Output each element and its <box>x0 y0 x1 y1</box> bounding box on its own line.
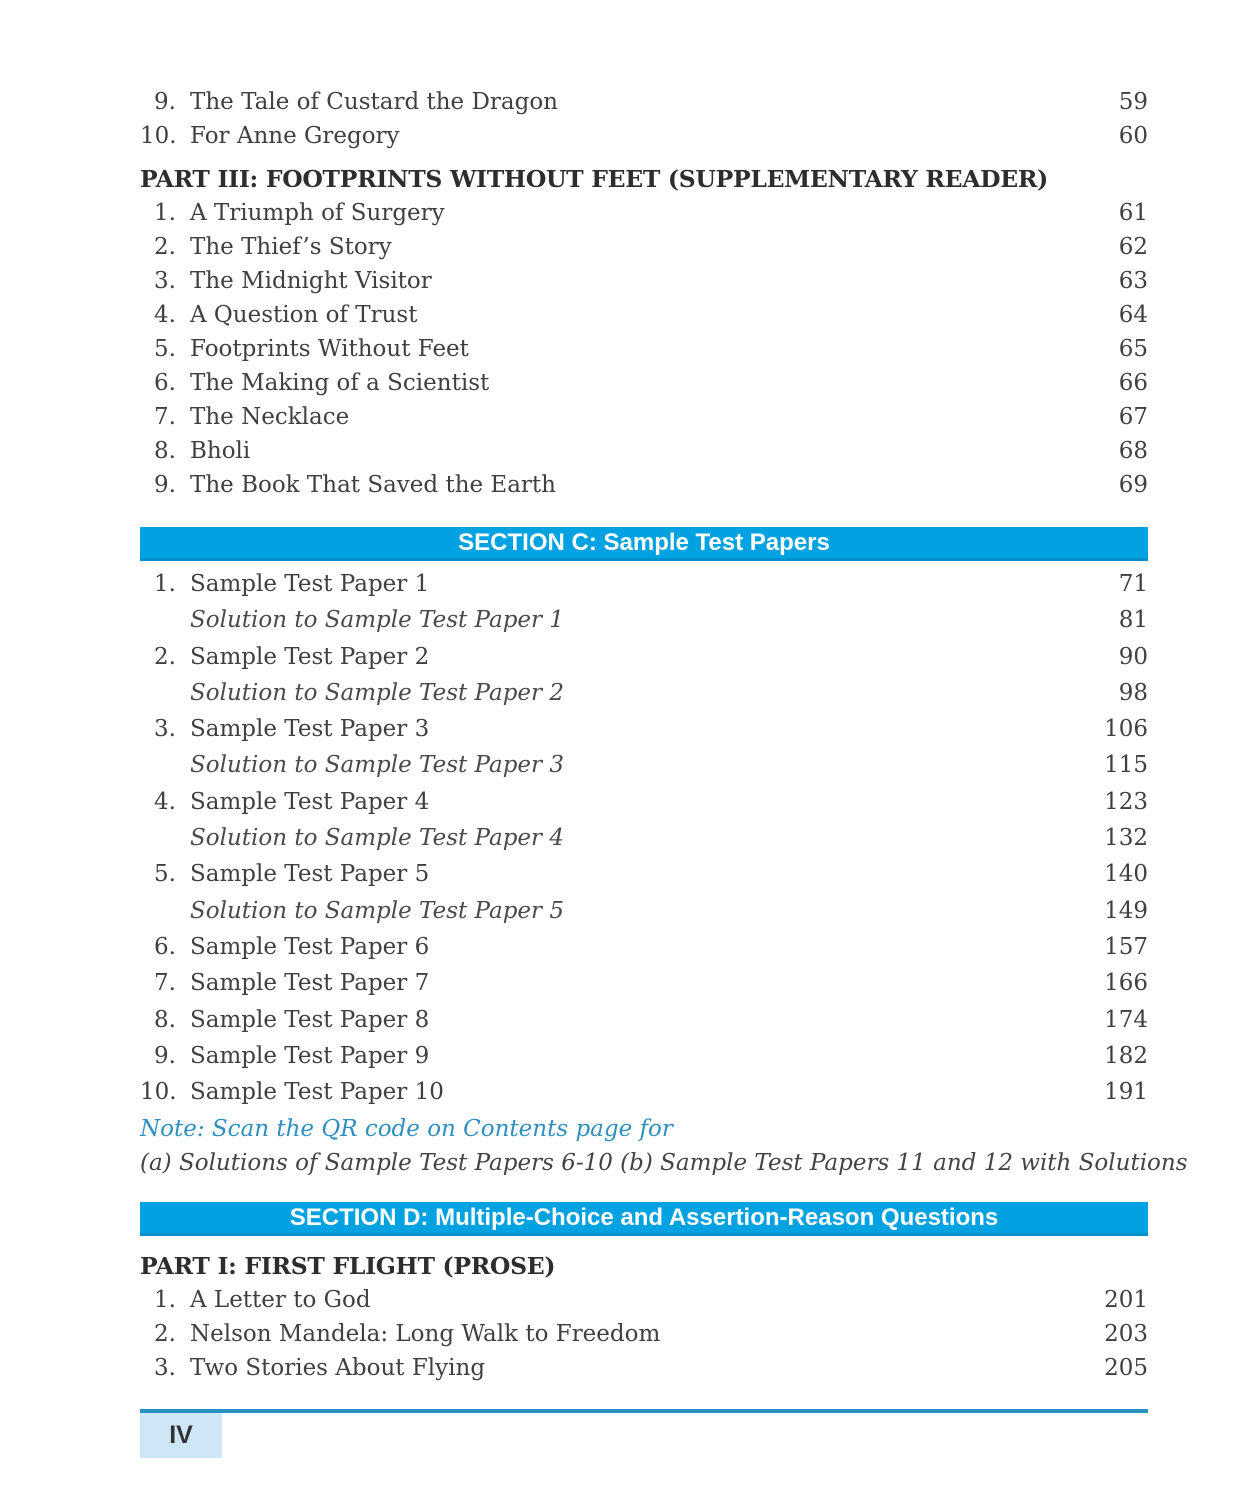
toc-entry <box>140 434 1148 468</box>
entry-title: The Making of a Scientist <box>190 370 490 396</box>
footer-page-number: IV <box>169 1421 193 1450</box>
entry-page-number: 90 <box>1118 643 1148 670</box>
entry-page-number: 106 <box>1104 716 1148 743</box>
entry-page-number: 123 <box>1104 788 1148 815</box>
entry-page-number: 63 <box>1118 268 1148 294</box>
entry-number: 3. <box>154 268 176 294</box>
entry-number: 5. <box>154 861 176 888</box>
footer-divider-rule <box>140 1409 1148 1413</box>
entry-number: 3. <box>154 716 176 743</box>
toc-entry <box>140 929 1148 965</box>
entry-page-number: 71 <box>1118 571 1148 597</box>
toc-entry <box>140 85 1148 119</box>
entry-number: 2. <box>154 643 176 670</box>
toc-entry <box>140 298 1148 332</box>
entry-page-number: 67 <box>1118 404 1148 430</box>
toc-entry <box>140 119 1148 153</box>
note-detail-line: (a) Solutions of Sample Test Papers 6-10 (b) Sample Test Papers 11 and 12 with Solutions <box>140 1150 1188 1177</box>
toc-entry <box>140 784 1148 820</box>
toc-entry <box>140 332 1148 366</box>
entry-title: Sample Test Paper 4 <box>190 788 430 815</box>
entry-number: 10. <box>140 1079 177 1106</box>
toc-entry <box>140 400 1148 434</box>
entry-title: Solution to Sample Test Paper 1 <box>190 607 564 634</box>
entry-page-number: 66 <box>1118 370 1148 396</box>
entry-title: Solution to Sample Test Paper 3 <box>190 752 564 779</box>
entry-title: The Midnight Visitor <box>190 268 432 294</box>
toc-entry <box>140 965 1148 1001</box>
toc-entry <box>140 566 1148 602</box>
toc-entry <box>140 1283 1148 1317</box>
entry-number: 10. <box>140 123 177 149</box>
entry-number: 3. <box>154 1355 176 1382</box>
entry-page-number: 182 <box>1104 1042 1148 1069</box>
part-heading: PART III: FOOTPRINTS WITHOUT FEET (SUPPLEMENTARY READER) <box>140 165 1048 193</box>
toc-entry <box>140 366 1148 400</box>
entry-page-number: 149 <box>1104 897 1148 924</box>
entry-title: For Anne Gregory <box>190 123 400 149</box>
toc-subentry <box>140 602 1148 638</box>
entry-page-number: 203 <box>1104 1321 1148 1348</box>
entry-page-number: 132 <box>1104 825 1148 852</box>
entry-title: Solution to Sample Test Paper 2 <box>190 679 564 706</box>
toc-entry <box>140 1002 1148 1038</box>
entry-page-number: 68 <box>1118 438 1148 464</box>
toc-entry <box>140 711 1148 747</box>
entry-title: A Question of Trust <box>190 302 418 328</box>
entry-title: Sample Test Paper 8 <box>190 1006 430 1033</box>
toc-entry <box>140 264 1148 298</box>
entry-title: Two Stories About Flying <box>190 1355 486 1382</box>
entry-number: 6. <box>154 933 176 960</box>
toc-subentry <box>140 675 1148 711</box>
entry-page-number: 205 <box>1104 1355 1148 1382</box>
entry-number: 6. <box>154 370 176 396</box>
entry-page-number: 60 <box>1118 123 1148 149</box>
entry-page-number: 81 <box>1118 607 1148 634</box>
entry-number: 5. <box>154 336 176 362</box>
entry-title: The Thief’s Story <box>190 234 392 260</box>
entry-title: Sample Test Paper 2 <box>190 643 430 670</box>
entry-title: A Letter to God <box>190 1287 371 1314</box>
toc-entry <box>140 1317 1148 1351</box>
entry-number: 9. <box>154 1042 176 1069</box>
entry-title: Solution to Sample Test Paper 4 <box>190 825 564 852</box>
entry-title: The Necklace <box>190 404 350 430</box>
entry-page-number: 98 <box>1118 679 1148 706</box>
entry-page-number: 115 <box>1104 752 1148 779</box>
entry-number: 1. <box>154 200 176 226</box>
entry-title: The Tale of Custard the Dragon <box>190 89 558 115</box>
entry-title: Sample Test Paper 5 <box>190 861 430 888</box>
toc-subentry <box>140 820 1148 856</box>
section-banner-d: SECTION D: Multiple-Choice and Assertion-Reason Questions <box>140 1202 1148 1236</box>
entry-page-number: 157 <box>1104 933 1148 960</box>
entry-page-number: 59 <box>1118 89 1148 115</box>
entry-title: A Triumph of Surgery <box>190 200 445 226</box>
toc-subentry <box>140 893 1148 929</box>
entry-page-number: 140 <box>1104 861 1148 888</box>
toc-entry <box>140 1038 1148 1074</box>
entry-number: 9. <box>154 89 176 115</box>
entry-title: Sample Test Paper 3 <box>190 716 430 743</box>
entry-title: Nelson Mandela: Long Walk to Freedom <box>190 1321 661 1348</box>
toc-entry <box>140 468 1148 502</box>
entry-title: Footprints Without Feet <box>190 336 469 362</box>
section-banner-c: SECTION C: Sample Test Papers <box>140 527 1148 561</box>
toc-entry <box>140 196 1148 230</box>
entry-title: Sample Test Paper 10 <box>190 1079 444 1106</box>
entry-number: 1. <box>154 571 176 597</box>
toc-content <box>140 0 1188 1458</box>
entry-page-number: 191 <box>1104 1079 1148 1106</box>
entry-page-number: 65 <box>1118 336 1148 362</box>
entry-number: 9. <box>154 472 176 498</box>
entry-number: 4. <box>154 788 176 815</box>
entry-number: 2. <box>154 1321 176 1348</box>
entry-number: 7. <box>154 970 176 997</box>
entry-page-number: 69 <box>1118 472 1148 498</box>
toc-entry <box>140 639 1148 675</box>
entry-page-number: 64 <box>1118 302 1148 328</box>
entry-title: Sample Test Paper 9 <box>190 1042 430 1069</box>
entry-number: 2. <box>154 234 176 260</box>
entry-number: 4. <box>154 302 176 328</box>
toc-entry <box>140 856 1148 892</box>
entry-number: 8. <box>154 1006 176 1033</box>
toc-subentry <box>140 747 1148 783</box>
toc-entry <box>140 230 1148 264</box>
entry-number: 7. <box>154 404 176 430</box>
entry-title: Sample Test Paper 1 <box>190 571 430 597</box>
toc-entry <box>140 1074 1148 1110</box>
entry-title: The Book That Saved the Earth <box>190 472 556 498</box>
entry-number: 1. <box>154 1287 176 1314</box>
entry-title: Solution to Sample Test Paper 5 <box>190 897 564 924</box>
entry-number: 8. <box>154 438 176 464</box>
entry-page-number: 201 <box>1104 1287 1148 1314</box>
part-heading: PART I: FIRST FLIGHT (PROSE) <box>140 1252 556 1281</box>
entry-page-number: 61 <box>1118 200 1148 226</box>
entry-page-number: 166 <box>1104 970 1148 997</box>
entry-title: Bholi <box>190 438 251 464</box>
toc-entry <box>140 1351 1148 1385</box>
entry-page-number: 174 <box>1104 1006 1148 1033</box>
entry-page-number: 62 <box>1118 234 1148 260</box>
entry-title: Sample Test Paper 6 <box>190 933 430 960</box>
entry-title: Sample Test Paper 7 <box>190 970 430 997</box>
footer-page-number-box <box>140 1413 222 1458</box>
note-line: Note: Scan the QR code on Contents page for <box>140 1116 673 1143</box>
